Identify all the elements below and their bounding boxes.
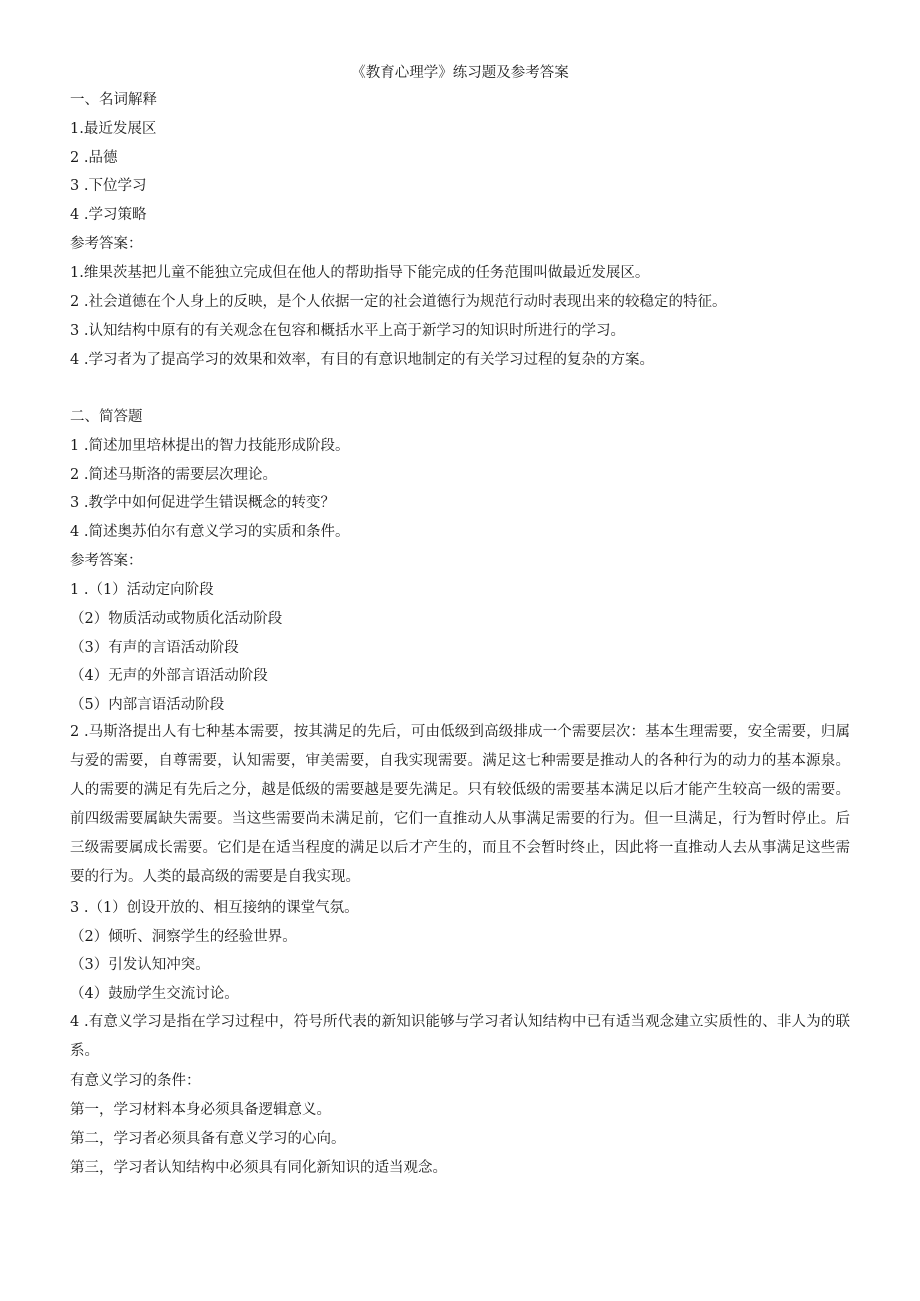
section1-question-1: 1.最近发展区 (70, 121, 157, 137)
answer1-step-1: 1 .（1）活动定向阶段 (70, 582, 214, 598)
section2-question-2: 2 .简述马斯洛的需要层次理论。 (70, 467, 277, 483)
answer2-paragraph: 2 .马斯洛提出人有七种基本需要，按其满足的先后，可由低级到高级排成一个需要层次：基本生理需要，安全需要，归属与爱的需要，自尊需要，认知需要，审美需要，自我实现需要。满足这七种需要是推动人的各种行为的动力的基本源泉。人的需要的满足有先后之分，越是低级的需要越是要先满足。只有较低级的需要基本满足以后才能产生较高一级的需要。前四级需要属缺失需要。当这些需要尚未满足前，它们一直推动人从事满足需要的行为。但一旦满足，行为暂时停止。后三级需要属成长需要。它们是在适当程度的满足以后才产生的，而且不会暂时终止，因此将一直推动人去从事满足这些需要的行为。人类的最高级的需要是自我实现。 (70, 724, 850, 885)
answer1-step-3: （3）有声的言语活动阶段 (70, 640, 239, 656)
answer3-item-4: （4）鼓励学生交流讨论。 (70, 986, 239, 1002)
answer3-item-3: （3）引发认知冲突。 (70, 957, 210, 973)
section1-question-3: 3 .下位学习 (70, 178, 147, 194)
condition-1: 第一，学习材料本身必须具备逻辑意义。 (70, 1102, 331, 1118)
section1-heading: 一、名词解释 (70, 92, 157, 108)
answer3-item-1: 3 .（1）创设开放的、相互接纳的课堂气氛。 (70, 900, 359, 916)
section1-answer-4: 4 .学习者为了提高学习的效果和效率，有目的有意识地制定的有关学习过程的复杂的方案。 (70, 352, 654, 368)
answer4-paragraph: 4 .有意义学习是指在学习过程中，符号所代表的新知识能够与学习者认知结构中已有适当观念建立实质性的、非人为的联系。 (70, 1014, 850, 1059)
section1-answer-1: 1.维果茨基把儿童不能独立完成但在他人的帮助指导下能完成的任务范围叫做最近发展区。 (70, 265, 650, 281)
section1-answer-label: 参考答案： (70, 236, 143, 252)
condition-3: 第三，学习者认知结构中必须具有同化新知识的适当观念。 (70, 1160, 447, 1176)
section1-answer-3: 3 .认知结构中原有的有关观念在包容和概括水平上高于新学习的知识时所进行的学习。 (70, 323, 625, 339)
answer1-step-4: （4）无声的外部言语活动阶段 (70, 668, 268, 684)
answer3-item-2: （2）倾听、洞察学生的经验世界。 (70, 929, 297, 945)
section2-question-3: 3 .教学中如何促进学生错误概念的转变？ (70, 495, 335, 511)
conditions-label: 有意义学习的条件： (70, 1073, 201, 1089)
section2-question-4: 4 .简述奥苏伯尔有意义学习的实质和条件。 (70, 524, 350, 540)
section2-heading: 二、简答题 (70, 409, 143, 425)
condition-2: 第二，学习者必须具备有意义学习的心向。 (70, 1131, 346, 1147)
document-title: 《教育心理学》练习题及参考答案 (351, 65, 569, 81)
section2-question-1: 1 .简述加里培林提出的智力技能形成阶段。 (70, 438, 350, 454)
section1-question-4: 4 .学习策略 (70, 207, 147, 223)
answer1-step-5: （5）内部言语活动阶段 (70, 697, 225, 713)
section2-answer-label: 参考答案： (70, 553, 143, 569)
section1-answer-2: 2 .社会道德在个人身上的反映，是个人依据一定的社会道德行为规范行动时表现出来的较稳定的特征。 (70, 294, 727, 310)
answer1-step-2: （2）物质活动或物质化活动阶段 (70, 611, 283, 627)
section1-question-2: 2 .品德 (70, 150, 118, 166)
